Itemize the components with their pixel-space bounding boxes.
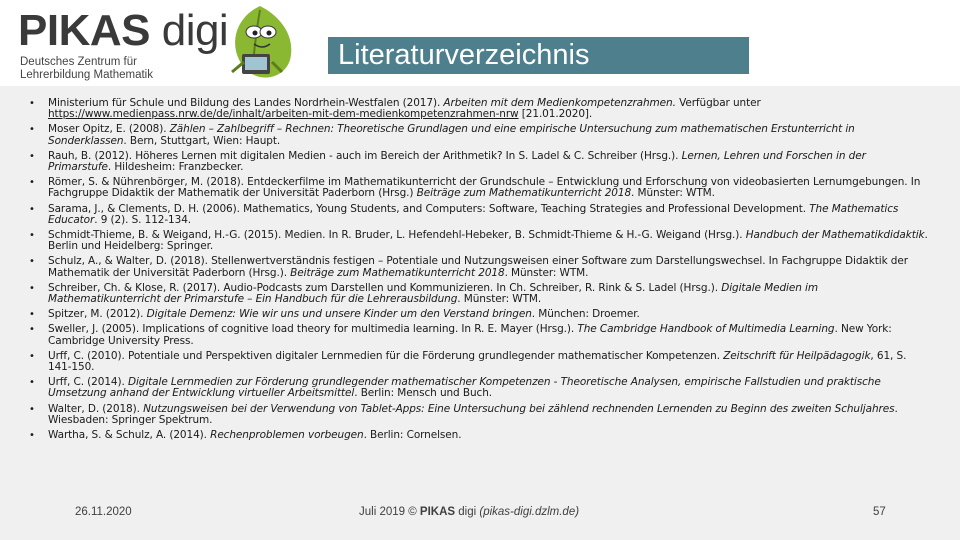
reference-text: Urff, C. (2014).: [48, 376, 128, 389]
reference-text: . Hildesheim: Franzbecker.: [107, 161, 244, 174]
reference-title: The Mathematics Educator: [48, 202, 899, 226]
footer-date: 26.11.2020: [75, 506, 132, 518]
reference-panel: [0, 86, 960, 540]
reference-text: . München: Droemer.: [531, 308, 640, 321]
leaf-mascot-icon: [222, 2, 298, 82]
reference-item: [27, 124, 932, 146]
reference-link[interactable]: https://www.medienpass.nrw.de/de/inhalt/arbeiten-mit-dem-medienkompetenzrahmen-nrw: [48, 108, 519, 121]
bullet-icon: •: [29, 377, 35, 389]
logo-pikas: PIKAS: [18, 6, 150, 55]
footer-copyright-pikas: PIKAS: [419, 506, 456, 518]
bullet-icon: •: [29, 98, 35, 109]
bullet-icon: •: [29, 256, 35, 268]
reference-title: Zeitschrift für Heilpädagogik: [723, 349, 871, 362]
logo-subtitle-line2: Lehrerbildung Mathematik: [20, 68, 153, 81]
bullet-icon: •: [29, 203, 35, 215]
reference-title: Arbeiten mit dem Medienkompetenzrahmen.: [443, 97, 676, 109]
reference-item: [27, 324, 932, 346]
reference-item: [27, 283, 932, 305]
reference-title: Beiträge zum Mathematikunterricht 2018: [290, 266, 505, 279]
bullet-icon: •: [29, 177, 35, 189]
reference-item: [27, 98, 932, 120]
bullet-icon: •: [29, 430, 35, 442]
reference-list: [27, 98, 932, 445]
reference-text: , 61, S. 141-150.: [48, 349, 907, 374]
bullet-icon: •: [29, 350, 35, 362]
reference-title: Nutzungsweisen bei der Verwendung von Tablet-Apps: Eine Untersuchung bei zählend rechnenden Lernenden zu Beginn des zweiten Schuljahres: [143, 402, 895, 415]
reference-text: Verfügbar unter: [675, 97, 761, 109]
page-title: Literaturverzeichnis: [328, 37, 749, 74]
reference-text: . New York: Cambridge University Press.: [48, 323, 892, 347]
reference-text: . Wiesbaden: Springer Spektrum.: [48, 402, 898, 426]
reference-item: [27, 151, 932, 173]
reference-text: Schreiber, Ch. & Klose, R. (2017). Audio-Podcasts zum Darstellen und Kommunizieren. In Ch. Schreiber, R. Rink & S. Ladel (Hrsg.).: [48, 281, 722, 294]
reference-title: Rechenproblemen vorbeugen: [210, 429, 364, 442]
reference-item: [27, 256, 932, 278]
footer-copyright-digi: digi: [455, 506, 480, 518]
reference-title: Handbuch der Mathematikdidaktik: [745, 229, 925, 242]
reference-text: . Bern, Stuttgart, Wien: Haupt.: [123, 134, 281, 147]
reference-item: [27, 377, 932, 399]
reference-text: Schulz, A., & Walter, D. (2018). Stellenwertverständnis festigen – Potentiale und Nutzungsweisen einer Software zum Darstellungswechsel. In Fachgruppe Didaktik der Mathematik der Universität Paderborn (Hrsg.).: [48, 255, 908, 279]
footer-copyright-url: (pikas-digi.dzlm.de): [479, 506, 580, 518]
logo-digi: digi: [161, 6, 229, 55]
reference-text: Wartha, S. & Schulz, A. (2014).: [48, 429, 211, 442]
reference-text: Ministerium für Schule und Bildung des Landes Nordrhein-Westfalen (2017).: [48, 97, 444, 109]
reference-text: Urff, C. (2010). Potentiale und Perspektiven digitaler Lernmedien für die Förderung grundlegender mathematischer Kompetenzen.: [48, 349, 724, 362]
reference-text: . 9 (2). S. 112-134.: [94, 213, 192, 226]
bullet-icon: •: [29, 282, 35, 294]
footer-copyright: [359, 506, 579, 522]
bullet-icon: •: [29, 324, 35, 336]
reference-item: [27, 404, 932, 426]
bullet-icon: •: [29, 230, 35, 242]
reference-title: The Cambridge Handbook of Multimedia Learning: [577, 323, 835, 336]
reference-text: Schmidt-Thieme, B. & Weigand, H.-G. (2015). Medien. In R. Bruder, L. Hefendehl-Hebeker, B. Schmidt-Thieme & H.-G. Weigand (Hrsg.).: [48, 229, 746, 242]
reference-title: Digitale Medien im Mathematikunterricht der Primarstufe – Ein Handbuch für die Lehrerausbildung: [48, 281, 818, 306]
reference-text: Moser Opitz, E. (2008).: [48, 123, 170, 136]
reference-text: Römer, S. & Nührenbörger, M. (2018). Entdeckerfilme im Mathematikunterricht der Grundschule – Entwicklung und Erforschung von videobasierten Lernumgebungen. In Fachgruppe Didaktik der Mathematik der Universität Paderborn (Hrsg.): [48, 176, 921, 200]
slide-header: [0, 0, 960, 86]
reference-text: . Münster: WTM.: [457, 293, 542, 306]
reference-item: [27, 204, 932, 226]
reference-text: Sweller, J. (2005). Implications of cognitive load theory for multimedia learning. In R. E. Mayer (Hrsg.).: [48, 323, 578, 336]
logo-subtitle-line1: Deutsches Zentrum für: [20, 56, 137, 68]
bullet-icon: •: [29, 403, 35, 415]
reference-text: Sarama, J., & Clements, D. H. (2006). Mathematics, Young Students, and Computers: Software, Teaching Strategies and Professional Development.: [48, 202, 810, 215]
reference-item: [27, 177, 932, 199]
bullet-icon: •: [29, 150, 35, 162]
reference-text: . Berlin: Mensch und Buch.: [354, 387, 492, 400]
pikas-digi-logo: [18, 6, 228, 56]
page-number: 57: [873, 506, 886, 518]
footer-copyright-pre: Juli 2019 ©: [359, 506, 420, 518]
reference-text: [21.01.2020].: [518, 108, 593, 121]
reference-text: . Münster: WTM.: [504, 266, 589, 279]
reference-item: [27, 351, 932, 373]
reference-item: [27, 430, 932, 441]
reference-text: . Berlin und Heidelberg: Springer.: [48, 229, 928, 253]
bullet-icon: •: [29, 309, 35, 321]
reference-title: Lernen, Lehren und Forschen in der Primarstufe: [48, 149, 866, 174]
reference-text: Rauh, B. (2012). Höheres Lernen mit digitalen Medien - auch im Bereich der Arithmetik? In S. Ladel & C. Schreiber (Hrsg.).: [48, 149, 682, 162]
bullet-icon: •: [29, 124, 35, 136]
reference-title: Beiträge zum Mathematikunterricht 2018: [416, 187, 632, 200]
reference-text: . Berlin: Cornelsen.: [363, 429, 462, 442]
reference-title: Digitale Lernmedien zur Förderung grundlegender mathematischer Kompetenzen - Theoretische Analysen, empirische Fallstudien und praktische Umsetzung anhand der Entwicklung virtueller Arbeitsmittel: [48, 376, 881, 400]
reference-text: Spitzer, M. (2012).: [48, 308, 147, 321]
reference-item: [27, 309, 932, 320]
reference-text: . Münster: WTM.: [631, 187, 715, 200]
reference-item: [27, 230, 932, 252]
reference-title: Zählen – Zahlbegriff – Rechnen: Theoretische Grundlagen und eine empirische Untersuchung zum mathematischen Erstunterricht in Sonderklassen: [48, 123, 855, 147]
reference-text: Walter, D. (2018).: [48, 402, 144, 415]
logo-subtitle: [20, 56, 153, 81]
reference-title: Digitale Demenz: Wie wir uns und unsere Kinder um den Verstand bringen: [146, 308, 532, 321]
